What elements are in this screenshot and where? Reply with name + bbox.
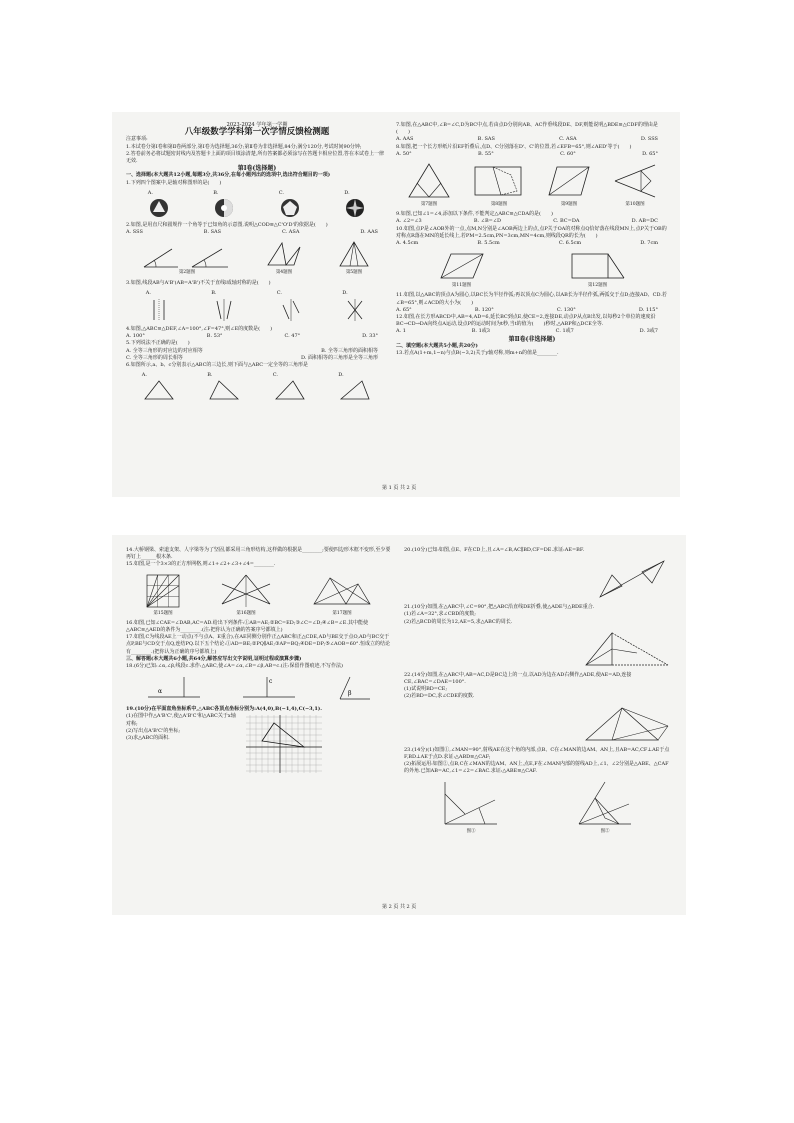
q19-part: (1)在图中作△A'B'C',使△A'B'C'和△ABC关于x轴对称; (126, 713, 236, 727)
q8-option-c: C. 60° (560, 150, 576, 157)
q19-part: (2)写出点A'B'C'的坐标; (126, 727, 181, 734)
question-9: 9.如图,已知∠1=∠4,添加以下条件,不能判定△ABC≌△CDA的是( ) (396, 211, 553, 218)
q12-option-b: B. 1或3 (471, 328, 490, 335)
q5-options-row1 (126, 348, 388, 355)
q7-option-d: D. SSS (640, 136, 658, 143)
q5-options-row2 (126, 355, 388, 362)
alpha-label: α (157, 688, 162, 696)
q22-figure (404, 704, 672, 744)
beta-label: β (348, 690, 352, 698)
page1-footer: 第 1 页 共 2 页 (382, 485, 417, 491)
c-label: c (268, 678, 273, 686)
q6-option-b: B. (207, 372, 241, 401)
question-1: 1.下列四个图案中,是轴对称图形的是( ) (126, 179, 222, 186)
triangle-figure (142, 379, 176, 401)
q3-option-c: C. (277, 290, 303, 323)
figure-15 (144, 572, 182, 617)
question-13: 13.若点A(1+m,1−n)与点B(−3,2)关于y轴对称,则m+n的值是________. (396, 350, 559, 357)
q7-option-c: C. ASA (559, 136, 577, 143)
question-6: 6.如图所示,a、b、c分别表示△ABC的三边长,则下面与△ABC一定全等的三角形是 (126, 362, 309, 369)
figures-11-12 (396, 250, 668, 289)
q12-option-d: D. 3或7 (639, 328, 658, 335)
q11-option-d: D. 115° (638, 306, 658, 313)
question-23-part2: (2)拓展运用:如图②,点B,C在∠MAN的边AM、AN上,点E,F在∠MAN内部的射线AD上,∠1、∠2分别是△ABE、△CAF的外角.已知AB=AC,∠1=∠2=∠BAC.求证:△ABE≌△CAF. (404, 761, 669, 775)
segment-figure (342, 297, 368, 323)
question-20: 20.(10分)已知:如图,点E、F在CD上,且∠A=∠B,AC∥BD,CF=DE.求证:AE=BF. (404, 547, 585, 553)
q1-option-a: A. (148, 190, 170, 219)
q22-part: (2)若BD=DC,求∠CDE的度数. (404, 693, 475, 700)
triangle-figure (207, 379, 241, 401)
grid-figure (144, 572, 182, 610)
q2-option-c: C. ASA (281, 229, 300, 236)
folded-rectangle-figure (471, 161, 527, 201)
figure-10 (611, 161, 659, 208)
triangle-figure (264, 239, 304, 269)
parallel-triangles-figure (592, 557, 672, 601)
q3-option-a: A. (146, 290, 172, 323)
figure-23-2 (575, 778, 635, 835)
question-21: 21.(10分)如图,在△ABC中,∠C=90°,把△ABC沿直线DE折叠,使△ADE与△BDE重合. (404, 604, 595, 611)
q6-option-d: D. (338, 372, 372, 401)
q1-options (126, 190, 388, 219)
exam-title: 八年级数学学科第一次学情反馈检测题 (184, 127, 330, 138)
segment-figure (146, 297, 172, 323)
triangle-figure (338, 379, 372, 401)
q19-parts (126, 713, 236, 775)
figure-caption: 第11题图 (451, 283, 472, 289)
part2-heading: 第Ⅱ卷(非选择题) (508, 335, 556, 343)
angle-beta-figure (334, 673, 374, 703)
q1-option-d: D. (344, 190, 366, 219)
q22-part: (1)试说明BD=CE; (404, 686, 448, 693)
q10-options (396, 240, 668, 247)
q3-option-b: B. (211, 290, 237, 323)
circle-pattern-icon (279, 197, 301, 219)
q11-option-a: A. 65° (396, 306, 412, 313)
parallelogram-figure (545, 161, 593, 201)
notice-line: 1.本试卷分第Ⅰ卷和第Ⅱ卷两部分,第Ⅰ卷为选择题,36分;第Ⅱ卷为非选择题,84分;满分120分,考试时间90分钟; (126, 143, 362, 150)
figure-caption: 第8题图 (490, 202, 508, 208)
figure-16 (218, 572, 274, 617)
q9-option-d: D. AB=DC (631, 218, 658, 225)
q3-option-d: D. (342, 290, 368, 323)
circle-pattern-icon (344, 197, 366, 219)
q10-option-b: B. 5.5cm (477, 240, 500, 247)
q8-option-b: B. 55° (478, 150, 494, 157)
page2-left-column (126, 547, 392, 775)
q19-part: (3)求△ABC的面积. (126, 735, 170, 742)
figure-7 (405, 161, 453, 208)
question-12: 12.如图,在长方形ABCD中,AB=4,AD=6,延长BC到点E,使CE=2,连接DE,动点P从点B出发,以每秒2个单位的速度沿BC→CD→DA向终点A运动,设点P的运动时间为t秒,当t的值为( )秒时,△ABP和△DCE全等. (396, 314, 656, 328)
question-11: 11.如图,以△ABC的顶点A为圆心,以BC长为半径作弧;再以顶点C为圆心,以AB长为半径作弧,两弧交于点D;连接AD、CD.若∠B=65°,则∠ACD的大小为( ) (396, 292, 667, 306)
figure-11 (437, 250, 487, 289)
q21-figure (404, 629, 672, 669)
figure-caption: 第7题图 (420, 202, 438, 208)
figures-2-4-5 (126, 239, 388, 276)
figure-9 (545, 161, 593, 208)
figure-2 (142, 243, 232, 276)
page2-footer: 第 2 页 共 2 页 (382, 904, 417, 910)
question-5: 5.下列说法不正确的是( ) (126, 340, 190, 347)
page1-left-column (126, 122, 388, 404)
equilateral-triangles-figure (310, 572, 374, 610)
q5-option-b: B. 全等三角形的面积相等 (321, 347, 378, 354)
q7-options (396, 136, 668, 143)
term-label: 2023-2024 学年第一学期 (226, 122, 288, 128)
segment-c-figure (239, 673, 299, 703)
q2-option-b: B. SAS (203, 229, 222, 236)
figure-23-1 (441, 778, 501, 835)
q20-figure (404, 557, 672, 601)
figure-caption: 图② (600, 829, 610, 835)
q9-option-c: C. BC=DA (553, 218, 580, 225)
q7-option-a: A. AAS (396, 136, 414, 143)
circle-pattern-icon (148, 197, 170, 219)
figure-12 (568, 250, 628, 289)
q3-options (126, 290, 388, 323)
q9-option-b: B. ∠B=∠D (473, 218, 502, 225)
q4-option-a: A. 100° (126, 333, 145, 340)
q2-options (126, 229, 388, 236)
right-angle-figure (441, 778, 501, 828)
reflection-figure (611, 161, 659, 201)
triangle-figure (336, 239, 372, 269)
part1-heading: 第Ⅰ卷(选择题) (237, 165, 277, 173)
q8-option-a: A. 50° (396, 150, 412, 157)
segment-figure (277, 297, 303, 323)
rectangle-figure (568, 250, 628, 282)
figure-caption: 第9题图 (560, 202, 578, 208)
exam-page-1 (112, 112, 680, 497)
figure-4 (264, 239, 304, 276)
q18-figures (126, 673, 392, 703)
q1-option-b: B. (213, 190, 235, 219)
q4-option-b: B. 53° (206, 333, 223, 340)
question-14: 14.大桥钢梁、索道支架、人字梁等为了坚固,都采用三角形结构,这样做的根据是________;要使四边形木框不变形,至少要再钉上______根木条. (126, 547, 391, 561)
q10-option-d: D. 7cm (640, 240, 658, 247)
right-triangle-fold-figure (582, 629, 672, 669)
notice-heading: 注意事项: (126, 136, 148, 143)
q11-options (396, 307, 668, 314)
figure-5 (336, 239, 372, 276)
question-3: 3.如图,线段AB与A'B'(AB=A'B')不关于直线l成轴对称的是( ) (126, 279, 271, 286)
figure-17 (310, 572, 374, 617)
parallelogram-figure (437, 250, 487, 282)
figure-8 (471, 161, 527, 208)
figure-caption: 第15题图 (153, 610, 173, 616)
triangle-figure (273, 379, 307, 401)
angle-alpha-figure (144, 673, 204, 703)
q2-option-a: A. SSS (126, 229, 143, 236)
q12-options (396, 328, 668, 335)
q6-options (126, 372, 388, 401)
triangle-figure (218, 572, 274, 610)
q21-part: (2)若△BCD的周长为12,AE=5,求△ABC的周长. (404, 618, 513, 625)
isosceles-triangle-figure (582, 704, 672, 744)
q12-option-a: A. 1 (396, 328, 406, 335)
section3-heading: 三、解答题(本大题共6小题,共64分,解答应写出文字说明,证明过程或演算步骤) (126, 655, 302, 662)
q7-option-b: B. SAS (477, 136, 495, 143)
q10-option-a: A. 4.5cm (396, 240, 419, 247)
question-10: 10.如图,点P是∠AOB外的一点,点M,N分别是∠AOB两边上的点,点P关于OA的对称点Q恰好落在线段MN上,点P关于OB的对称点R落在MN的延长线上,若PM=2.5cm,PN=3cm,MN=4cm,则线段QR的长为( ) (396, 225, 667, 239)
q6-option-a: A. (142, 372, 176, 401)
q6-option-c: C. (273, 372, 307, 401)
question-15: 15.如图,是一个3×3的正方形网格,则∠1+∠2+∠3+∠4=________. (126, 561, 276, 568)
question-19: 19.(10分)在平面直角坐标系中,△ABC各顶点坐标分别为:A(4,0),B(−1,4),C(−3,1). (126, 706, 322, 713)
q9-option-a: A. ∠2=∠3 (396, 218, 422, 225)
q10-option-c: C. 6.5cm (558, 240, 582, 247)
segment-figure (211, 297, 237, 323)
question-4: 4.如图,△ABC≌△DEF,∠A=100°,∠F=47°,则∠E的度数是( ) (126, 326, 273, 333)
figure-caption: 图① (466, 829, 476, 835)
q21-part: (1)若∠A=32°,求∠CBD的度数; (404, 611, 476, 618)
figure-caption: 第16题图 (236, 610, 256, 616)
figure-caption: 第10题图 (625, 202, 645, 208)
page2-right-column (404, 547, 672, 839)
q5-option-d: D. 面积相等的三角形是全等三角形 (300, 354, 378, 361)
compass-construction-figure (142, 243, 232, 269)
figures-7-10 (396, 161, 668, 208)
q1-option-c: C. (279, 190, 301, 219)
figures-15-17 (126, 572, 392, 617)
question-17: 17.如图,C为线段AE上一动点(不与点A、E重合),在AE同侧分别作正△ABC和正△CDE,AD与BE交于点O,AD与BC交于点P,BE与CD交于点Q,连结PQ.以下五个结论:①AD=BE;②PQ∥AE;③AP=BQ;④DE=DP;⑤∠AOB=60°.恒成立的结论有________.(把你认为正确的序号都填上) (126, 634, 391, 655)
question-18: 18.(6分)已知:∠α,∠β,线段c.求作:△ABC,使∠A=∠α,∠B=∠β,AB=c.(注:保留作图痕迹,不写作法) (126, 663, 343, 670)
q5-option-a: A. 全等三角形的对应边的对应相等 (126, 347, 203, 354)
figure-caption: 第12题图 (587, 283, 608, 289)
q8-options (396, 151, 668, 158)
q19-body (126, 713, 392, 775)
question-7: 7.如图,在△ABC中,∠B=∠C,D为BC中点,若由点D分别向AB、AC作垂线段DE、DF,则能说明△BDE≌△CDF的理由是( ) (396, 122, 658, 136)
figure-caption: 第17题图 (332, 610, 352, 616)
q9-options (396, 218, 668, 225)
coordinate-grid-figure (244, 713, 324, 775)
q5-option-c: C. 全等三角形的周长相等 (126, 354, 183, 361)
notice-line: 2.答卷前务必将试题密封线内及答题卡上面的项目填涂清楚,所有答案都必须涂写在答题卡相应位置,答在本试卷上一律无效. (126, 150, 384, 165)
question-2: 2.如图,是用直尺和圆规作一个角等于已知角的示意图,说明△COD≌△C'O'D'的依据是( ) (126, 222, 328, 229)
angle-figure (575, 778, 635, 828)
q12-option-c: C. 1或7 (555, 328, 574, 335)
question-8: 8.如图,把一个长方形纸片沿EF折叠后,点D、C分别落在D'、C'的位置,若∠EFB=65°,则∠AED'等于( ) (396, 143, 632, 150)
q8-option-d: D. 65° (642, 150, 658, 157)
q4-option-c: C. 47° (284, 333, 301, 340)
circle-pattern-icon (213, 197, 235, 219)
figure-caption: 第2题图 (178, 270, 196, 276)
section1-heading: 一、选择题(本大题共12小题,每题3分,共36分,在每小题列出的选项中,选出符合题目的一项) (126, 172, 331, 179)
q4-option-d: D. 33° (362, 333, 378, 340)
question-16: 16.如图,已知∠CAE=∠DAB,AC=AD.给出下列条件:①AB=AE;②BC=ED;③∠C=∠D;④∠B=∠E.其中能使△ABC≌△AED的条件为________.(注:把你认为正确的答案序号都填上) (126, 619, 368, 634)
q2-option-d: D. AAS (360, 229, 378, 236)
triangle-figure (405, 161, 453, 201)
exam-page-2 (112, 535, 686, 915)
question-22: 22.(14分)如图,在△ABC中,AB=AC,D是BC边上的一点,以AD为边在AD右侧作△ADE,使AE=AD,连接CE,∠BAC=∠DAE=100°. (404, 671, 632, 686)
figure-caption: 第4题图 (275, 270, 293, 276)
figure-caption: 第5题图 (345, 270, 363, 276)
page1-right-column (396, 122, 668, 357)
q11-option-c: C. 130° (556, 306, 576, 313)
q23-figures (404, 778, 672, 835)
section2-heading: 二、填空题(本大题共5小题,共20分) (396, 342, 478, 349)
q11-option-b: B. 120° (474, 306, 494, 313)
question-23: 23.(14分)(1)如图①,∠MAN=90°,射线AE在这个角的内部,点B、C在∠MAN的边AM、AN上,且AB=AC,CF⊥AE于点F,BD⊥AE于点D.求证:△ABD≌△CAF; (404, 746, 670, 760)
